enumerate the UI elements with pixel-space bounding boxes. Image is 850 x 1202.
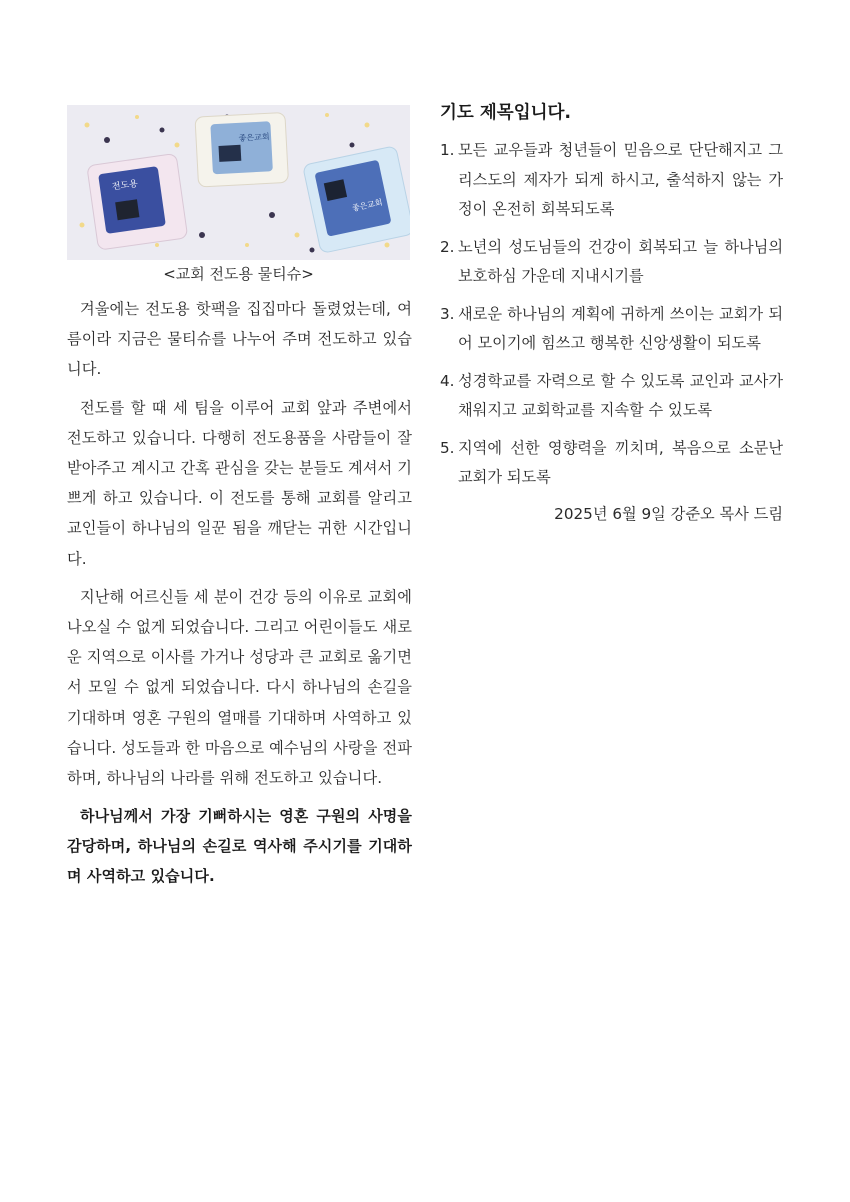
prayer-text: 새로운 하나님의 계획에 귀하게 쓰이는 교회가 되어 모이기에 힘쓰고 행복한 신앙생활이 되도록	[458, 304, 783, 352]
prayer-number: 1.	[440, 141, 455, 159]
prayer-number: 5.	[440, 438, 455, 457]
tissue-pack-middle	[195, 112, 289, 187]
wet-tissue-photo	[67, 105, 410, 260]
tissue-pack-left	[87, 153, 188, 250]
tissue-pack-right	[303, 146, 410, 254]
pack-left-label: 전도용	[111, 179, 139, 193]
prayer-text: 노년의 성도님들의 건강이 회복되고 늘 하나님의 보호하심 가운데 지내시기를	[458, 237, 783, 285]
prayer-item	[440, 136, 783, 225]
news-column	[67, 294, 412, 899]
prayer-item	[440, 233, 783, 292]
prayer-list	[440, 136, 783, 493]
pack-right-label: 좋은교회	[351, 197, 384, 213]
prayer-number: 3.	[440, 304, 455, 323]
prayer-text: 성경학교를 자력으로 할 수 있도록 교인과 교사가 채워지고 교회학교를 지속할 수 있도록	[458, 371, 783, 419]
photo-caption: <교회 전도용 물티슈>	[163, 265, 314, 283]
prayer-number: 4.	[440, 371, 455, 390]
prayer-item	[440, 300, 783, 359]
news-paragraph: 전도를 할 때 세 팀을 이루어 교회 앞과 주변에서 전도하고 있습니다. 다행히 전도용품을 사람들이 잘 받아주고 계시고 간혹 관심을 갖는 분들도 계셔서 기쁘게 하고 있습니다. 이 전도를 통해 교회를 알리고 교인들이 하나님의 일꾼 됨을 깨닫는 귀한 시간입니다.	[67, 398, 412, 568]
prayer-item	[440, 434, 783, 493]
prayer-heading: 기도 제목입니다.	[440, 103, 572, 123]
news-paragraph: 지난해 어르신들 세 분이 건강 등의 이유로 교회에 나오실 수 없게 되었습니다. 그리고 어린이들도 새로운 지역으로 이사를 가거나 성당과 큰 교회로 옮기면서 모일 수 없게 되었습니다. 다시 하나님의 손길을 기대하며 영혼 구원의 열매를 기대하며 사역하고 있습니다. 성도들과 한 마음으로 예수님의 사랑을 전파하며, 하나님의 나라를 위해 전도하고 있습니다.	[67, 587, 412, 788]
signature: 2025년 6월 9일 강준오 목사 드림	[554, 504, 783, 523]
prayer-text: 모든 교우들과 청년들이 믿음으로 단단해지고 그리스도의 제자가 되게 하시고, 출석하지 않는 가정이 온전히 회복되도록	[458, 141, 783, 218]
prayer-column	[440, 98, 783, 529]
prayer-number: 2.	[440, 237, 455, 256]
wet-tissue-illustration	[67, 105, 410, 260]
prayer-text: 지역에 선한 영향력을 끼치며, 복음으로 소문난 교회가 되도록	[458, 438, 783, 486]
closing-paragraph: 하나님께서 가장 기뻐하시는 영혼 구원의 사명을 감당하며, 하나님의 손길로 역사해 주시기를 기대하며 사역하고 있습니다.	[67, 807, 412, 886]
pack-middle-label: 좋은교회	[238, 132, 270, 143]
news-paragraph: 겨울에는 전도용 핫팩을 집집마다 돌렸었는데, 여름이라 지금은 물티슈를 나누어 주며 전도하고 있습니다.	[67, 300, 412, 379]
prayer-item	[440, 367, 783, 426]
